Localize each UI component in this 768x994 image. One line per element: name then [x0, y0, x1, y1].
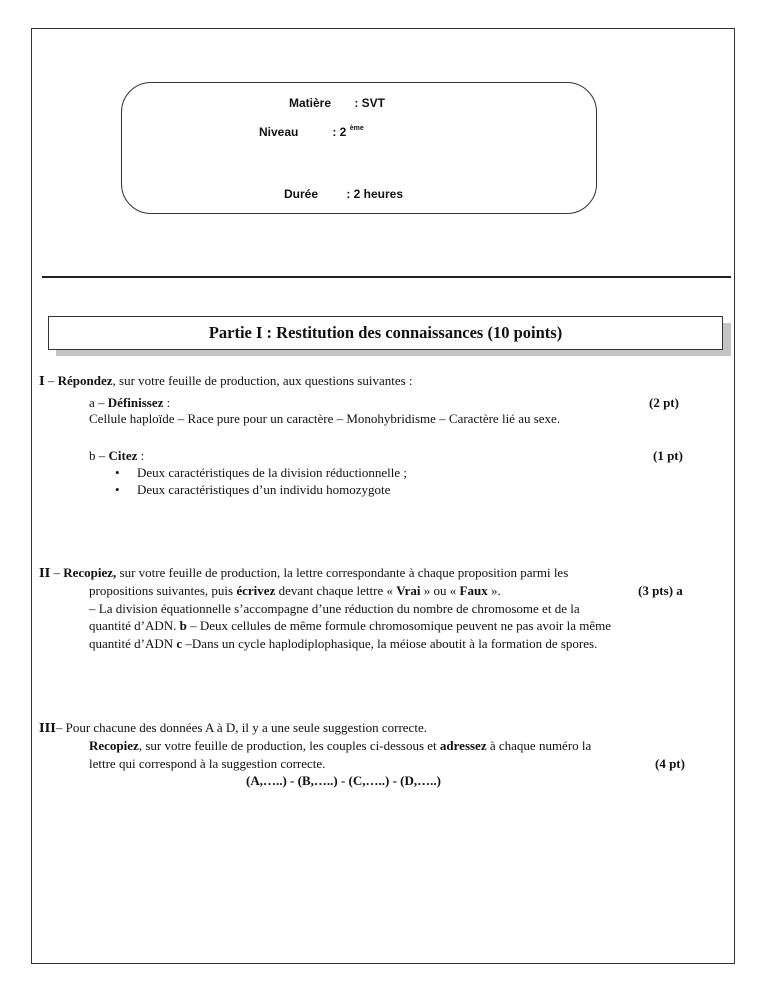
- question-2-verb: Recopiez,: [63, 565, 117, 580]
- duration-value: : 2 heures: [346, 187, 404, 201]
- duration-row: [284, 187, 403, 201]
- level-label: Niveau: [259, 125, 299, 139]
- question-3-line-1: III– Pour chacune des données A à D, il y a une seule suggestion correcte.: [39, 720, 427, 735]
- question-2-line-2: propositions suivantes, puis écrivez devant chaque lettre « Vrai » ou « Faux ».: [89, 583, 501, 598]
- horizontal-divider: [42, 276, 731, 278]
- list-item: • Deux caractéristiques d’un individu homozygote: [115, 482, 391, 497]
- question-1a-heading: a – Définissez :: [89, 395, 171, 410]
- question-2-line-5: quantité d’ADN c –Dans un cycle haplodiplophasique, la méiose aboutit à la formation de spores.: [89, 636, 598, 651]
- question-3-numeral: III: [39, 721, 56, 735]
- part-title-box: [48, 316, 723, 350]
- duration-label: Durée: [284, 187, 319, 201]
- subject-label: Matière: [289, 96, 332, 110]
- question-1a-terms: Cellule haploïde – Race pure pour un caractère – Monohybridisme – Caractère lié au sexe.: [89, 411, 561, 426]
- question-1-numeral: I: [39, 374, 45, 388]
- question-1b-verb: Citez: [108, 448, 138, 463]
- part-title: Partie I : Restitution des connaissances (10 points): [208, 323, 563, 342]
- question-1-intro: I – Répondez, sur votre feuille de production, aux questions suivantes :: [39, 373, 413, 388]
- bullet-icon: •: [115, 482, 120, 497]
- level-value: : 2: [332, 125, 347, 139]
- question-1b-heading: b – Citez :: [89, 448, 145, 463]
- subject-value: : SVT: [354, 96, 386, 110]
- level-row: [259, 125, 364, 139]
- question-1-verb: Répondez: [57, 373, 113, 388]
- question-2-points: (3 pts) a: [638, 583, 683, 598]
- question-2-line-3: – La division équationnelle s’accompagne d’une réduction du nombre de chromosome et de la: [89, 601, 580, 616]
- level-superscript: ème: [349, 125, 364, 132]
- question-3-points: (4 pt): [655, 756, 685, 771]
- exam-header-box: [121, 82, 597, 214]
- question-1a-points: (2 pt): [649, 395, 679, 410]
- subject-row: [289, 96, 385, 110]
- question-3-line-2: Recopiez, sur votre feuille de production, les couples ci-dessous et adressez à chaque numéro la: [89, 738, 592, 753]
- question-3-pairs: (A,…..) - (B,…..) - (C,…..) - (D,…..): [246, 773, 441, 788]
- question-2-numeral: II: [39, 566, 51, 580]
- question-3-line-3: lettre qui correspond à la suggestion correcte.: [89, 756, 326, 771]
- question-2-line-4: quantité d’ADN. b – Deux cellules de même formule chromosomique peuvent ne pas avoir la même: [89, 618, 612, 633]
- list-item: • Deux caractéristiques de la division réductionnelle ;: [115, 465, 408, 480]
- question-1b-points: (1 pt): [653, 448, 683, 463]
- bullet-icon: •: [115, 465, 120, 480]
- question-1a-verb: Définissez: [107, 395, 164, 410]
- question-3-verb: Recopiez: [89, 738, 139, 753]
- question-2-line-1: II – Recopiez, sur votre feuille de production, la lettre correspondante à chaque proposition parmi les: [39, 565, 569, 580]
